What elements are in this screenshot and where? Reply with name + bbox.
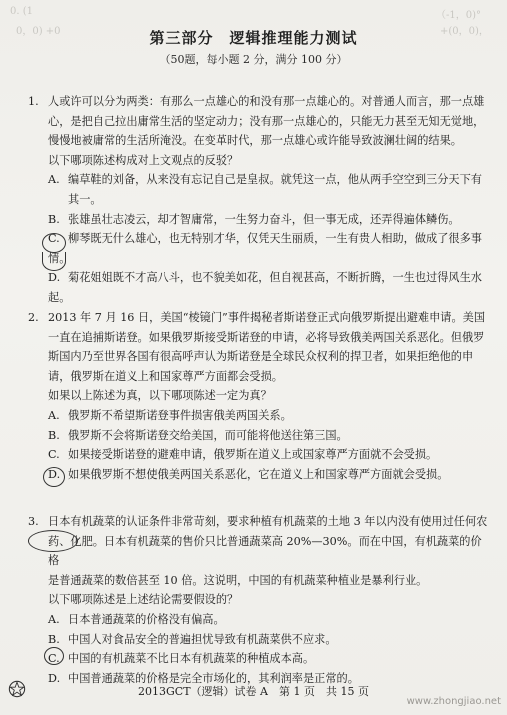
page-footer: 2013GCT（逻辑）试卷 A 第 1 页 共 15 页 — [138, 685, 369, 698]
stem-line: 是普通蔬菜的数倍甚至 10 倍。这说明，中国的有机蔬菜种植业是暴利行业。 — [48, 573, 428, 587]
stem-line: 2013 年 7 月 16 日，美国“棱镜门”事件揭秘者斯诺登正式向俄罗斯提出避难申请。美国 — [48, 311, 486, 324]
option-b[interactable] — [28, 426, 490, 446]
option-text: 俄罗斯不会将斯诺登交给美国，而可能将他送往第三国。 — [68, 428, 348, 442]
option-letter: B. — [48, 212, 60, 226]
option-a[interactable] — [28, 170, 490, 190]
option-text: 其一。 — [68, 192, 102, 206]
stem-line: 人或许可以分为两类：有那么一点雄心的和没有那一点雄心的。对普通人而言，那一点雄 — [48, 95, 485, 108]
option-letter: A. — [48, 612, 60, 626]
option-text: 如果接受斯诺登的避难申请，俄罗斯在道义上或国家尊严方面就不会受损。 — [68, 448, 438, 462]
option-letter: B. — [48, 428, 60, 442]
option-text: 张雄虽壮志凌云，却才智庸常，一生努力奋斗，但一事无成，还弄得遍体鳞伤。 — [68, 212, 460, 226]
question-number: 1. — [28, 95, 39, 108]
bleed-through-text: （-1，0)° — [436, 10, 482, 21]
bleed-through-text: +(0，0)， — [440, 26, 489, 37]
option-letter: D. — [48, 671, 61, 685]
section-subtitle: （50题，每小题 2 分，满分 100 分） — [159, 53, 348, 66]
option-letter: A. — [48, 408, 60, 422]
option-text: 编草鞋的刘备，从来没有忘记自己是皇叔。就凭这一点，他从两手空空到三分天下有 — [68, 173, 482, 187]
option-text: 日本普通蔬菜的价格没有偏高。 — [68, 612, 225, 626]
stem-line: 日本有机蔬菜的认证条件非常苛刻，要求种植有机蔬菜的土地 3 年以内没有使用过任何农 — [48, 515, 488, 528]
section-title: 第三部分 逻辑推理能力测试 — [149, 29, 358, 47]
option-letter: C. — [48, 652, 60, 666]
option-c[interactable] — [28, 649, 490, 669]
stem-line: 慢慢地被庸常的生活所淹没。在变革时代，那一点雄心或许能导致波澜壮阔的结果。 — [48, 134, 462, 148]
stem-line: 斯国内乃至世界各国有很高呼声认为斯诺登是全球民众权利的捍卫者，如果拒绝他的申 — [48, 350, 474, 364]
option-c[interactable] — [28, 445, 490, 465]
option-text: 中国普通蔬菜的价格是完全市场化的，其利润率是正常的。 — [68, 671, 359, 685]
stem-line: 心，是把自己拉出庸常生活的坚定动力；没有那一点雄心的，只能无力甚至无知无觉地， — [48, 114, 485, 128]
option-letter: B. — [48, 632, 60, 646]
option-text: 如果俄罗斯不想使俄美两国关系恶化，它在道义上和国家尊严方面就会受损。 — [68, 467, 449, 481]
option-b[interactable] — [28, 630, 490, 650]
question-3 — [28, 512, 490, 688]
question-prompt: 以下哪项陈述是上述结论需要假设的？ — [48, 593, 239, 607]
watermark: www.zhongjiao.net — [406, 696, 501, 707]
option-d[interactable] — [28, 268, 490, 307]
question-number: 3. — [28, 515, 39, 528]
option-text: 中国的有机蔬菜不比日本有机蔬菜的种植成本高。 — [68, 652, 315, 666]
stem-line: 药、化肥。日本有机蔬菜的售价只比普通蔬菜高 20%—30%。而在中国，有机蔬菜的价格 — [48, 534, 482, 568]
bleed-through-text: 0，0) +0 — [16, 26, 61, 37]
question-number: 2. — [28, 311, 39, 324]
option-text: 中国人对食品安全的普遍担忧导致有机蔬菜供不应求。 — [68, 632, 337, 646]
bleed-through-text: 0. (1 — [10, 6, 33, 17]
question-1 — [28, 92, 490, 308]
option-letter: D. — [48, 271, 61, 285]
option-text: 柳琴既无什么雄心，也无特别才华，仅凭天生丽质，一生有贵人相助，做成了很多事情。 — [48, 232, 482, 265]
question-stem — [28, 92, 490, 112]
question-2 — [28, 308, 490, 484]
option-letter: C. — [48, 448, 60, 462]
option-a[interactable] — [28, 610, 490, 630]
option-letter: A. — [48, 173, 60, 187]
option-d[interactable] — [28, 465, 490, 485]
question-stem — [28, 308, 490, 328]
option-letter: C. — [48, 232, 60, 246]
option-b[interactable] — [28, 210, 490, 230]
option-c[interactable] — [28, 229, 490, 268]
question-stem — [28, 512, 490, 532]
option-a-continued — [28, 190, 490, 210]
question-prompt: 以下哪项陈述构成对上文观点的反驳？ — [48, 153, 239, 167]
question-prompt: 如果以上陈述为真，以下哪项陈述一定为真？ — [48, 389, 272, 403]
option-text: 俄罗斯不希望斯诺登事件损害俄美两国关系。 — [68, 408, 292, 422]
option-letter: D. — [48, 467, 61, 481]
stem-line: 请，俄罗斯在道义上和国家尊严方面都会受损。 — [48, 369, 283, 383]
option-text: 菊花姐姐既不才高八斗，也不貌美如花，但自视甚高，不断折腾，一生也过得风生水起。 — [48, 271, 482, 304]
stem-line: 一直在追捕斯诺登。如果俄罗斯接受斯诺登的申请，必将导致俄美两国关系恶化。但俄罗 — [48, 330, 485, 344]
option-a[interactable] — [28, 406, 490, 426]
